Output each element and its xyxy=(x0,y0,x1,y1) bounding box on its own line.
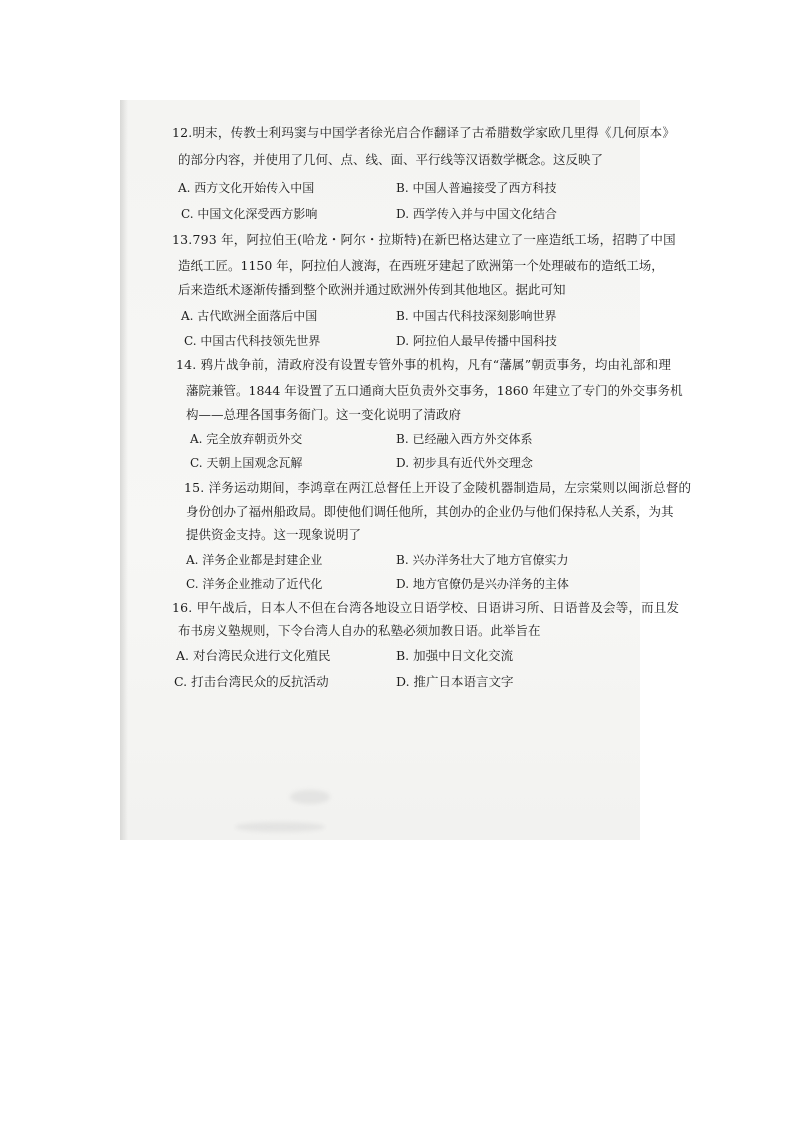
question-13-option-a: A. 古代欧洲全面落后中国 xyxy=(181,309,318,323)
question-16-option-c: C. 打击台湾民众的反抗活动 xyxy=(174,674,329,689)
question-14-option-c: C. 天朝上国观念瓦解 xyxy=(190,456,303,470)
question-15-option-d: D. 地方官僚仍是兴办洋务的主体 xyxy=(396,577,569,591)
question-12-stem-line-2: 的部分内容，并使用了几何、点、线、面、平行线等汉语数学概念。这反映了 xyxy=(178,152,604,167)
question-15-stem-line-1: 15. 洋务运动期间，李鸿章在两江总督任上开设了金陵机器制造局，左宗棠则以闽浙总督的 xyxy=(184,480,692,495)
question-15-option-b: B. 兴办洋务壮大了地方官僚实力 xyxy=(396,553,569,567)
question-14-option-b: B. 已经融入西方外交体系 xyxy=(396,432,533,446)
question-15-option-a: A. 洋务企业都是封建企业 xyxy=(186,553,323,567)
question-15-option-c: C. 洋务企业推动了近代化 xyxy=(186,577,323,591)
question-14-option-d: D. 初步具有近代外交理念 xyxy=(396,456,533,470)
question-13-option-b: B. 中国古代科技深刻影响世界 xyxy=(396,309,557,323)
question-15-stem-line-2: 身份创办了福州船政局。即使他们调任他所，其创办的企业仍与他们保持私人关系，为其 xyxy=(186,504,674,519)
question-16-stem-line-1: 16. 甲午战后，日本人不但在台湾各地设立日语学校、日语讲习所、日语普及会等，而且发 xyxy=(172,600,680,615)
question-12-stem-line-1: 12.明末，传教士利玛窦与中国学者徐光启合作翻译了古希腊数学家欧几里得《几何原本》 xyxy=(172,125,676,140)
scan-smudge xyxy=(235,822,325,832)
question-13-stem-line-2: 造纸工匠。1150 年，阿拉伯人渡海，在西班牙建起了欧洲第一个处理破布的造纸工场， xyxy=(178,258,664,273)
question-14-option-a: A. 完全放弃朝贡外交 xyxy=(190,432,303,446)
question-13-stem-line-3: 后来造纸术逐渐传播到整个欧洲并通过欧洲外传到其他地区。据此可知 xyxy=(178,282,566,297)
question-14-stem-line-3: 构——总理各国事务衙门。这一变化说明了清政府 xyxy=(186,407,462,422)
question-12-option-d: D. 西学传入并与中国文化结合 xyxy=(396,207,557,221)
question-14-stem-line-2: 藩院兼管。1844 年设置了五口通商大臣负责外交事务，1860 年建立了专门的外交事务机 xyxy=(186,383,683,398)
question-14-stem-line-1: 14. 鸦片战争前，清政府没有设置专管外事的机构，凡有“藩属”朝贡事务，均由礼部和理 xyxy=(176,357,672,372)
question-16-option-b: B. 加强中日文化交流 xyxy=(396,648,514,663)
question-13-option-d: D. 阿拉伯人最早传播中国科技 xyxy=(396,334,557,348)
question-16-option-d: D. 推广日本语言文字 xyxy=(396,674,514,689)
question-13-stem-line-1: 13.793 年，阿拉伯王(哈龙・阿尔・拉斯特)在新巴格达建立了一座造纸工场，招聘了中国 xyxy=(172,232,676,247)
question-12-option-a: A. 西方文化开始传入中国 xyxy=(178,181,315,195)
question-15-stem-line-3: 提供资金支持。这一现象说明了 xyxy=(186,527,362,542)
question-12-option-c: C. 中国文化深受西方影响 xyxy=(181,207,318,221)
scan-edge-shadow xyxy=(120,100,128,840)
question-16-option-a: A. 对台湾民众进行文化殖民 xyxy=(176,648,331,663)
scan-smudge xyxy=(290,790,330,804)
question-16-stem-line-2: 布书房义塾规则，下令台湾人自办的私塾必须加教日语。此举旨在 xyxy=(178,623,541,638)
question-12-option-b: B. 中国人普遍接受了西方科技 xyxy=(396,181,557,195)
question-13-option-c: C. 中国古代科技领先世界 xyxy=(184,334,321,348)
